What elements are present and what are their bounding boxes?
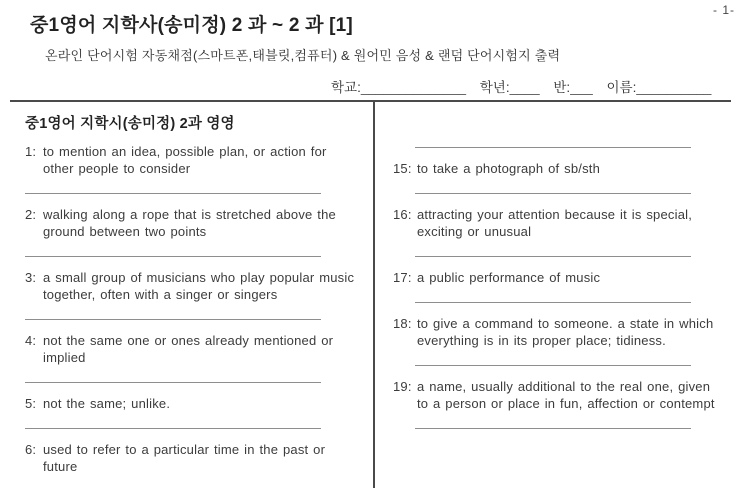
answer-blank-line bbox=[415, 428, 691, 429]
definition-item-5 bbox=[25, 395, 373, 412]
item-definition: to give a command to someone. a state in which everything is in its proper place; tidiness. bbox=[417, 316, 714, 348]
definition-item-19 bbox=[393, 378, 731, 412]
item-number: 15: bbox=[393, 161, 412, 176]
item-number: 2: bbox=[25, 207, 37, 222]
item-definition: not the same; unlike. bbox=[43, 396, 171, 411]
class-blank-field: ___ bbox=[570, 80, 593, 95]
name-blank-field: __________ bbox=[636, 80, 712, 95]
column-divider bbox=[373, 102, 375, 488]
answer-blank-line bbox=[25, 382, 321, 383]
definition-item-4 bbox=[25, 332, 373, 366]
item-definition: to mention an idea, possible plan, or action for other people to consider bbox=[43, 144, 327, 176]
definition-item-16 bbox=[393, 206, 731, 240]
item-number: 18: bbox=[393, 316, 412, 331]
item-number: 1: bbox=[25, 144, 37, 159]
definition-item-15 bbox=[393, 160, 731, 177]
quiz-column-left bbox=[10, 102, 373, 488]
item-definition: attracting your attention because it is special, exciting or unusual bbox=[417, 207, 693, 239]
answer-blank-line bbox=[25, 256, 321, 257]
definition-item-17 bbox=[393, 269, 731, 286]
item-definition: used to refer to a particular time in the past or future bbox=[43, 442, 326, 474]
item-number: 19: bbox=[393, 379, 412, 394]
definition-item-3 bbox=[25, 269, 373, 303]
item-number: 6: bbox=[25, 442, 37, 457]
school-blank-field: ______________ bbox=[360, 80, 466, 95]
grade-blank-field: ____ bbox=[509, 80, 540, 95]
section-header: 중1영어 지학시(송미정) 2과 영영 bbox=[25, 116, 235, 132]
definition-item-18 bbox=[393, 315, 731, 349]
item-definition: not the same one or ones already mentioned or implied bbox=[43, 333, 334, 365]
answer-blank-line bbox=[415, 256, 691, 257]
item-number: 16: bbox=[393, 207, 412, 222]
item-definition: a public performance of music bbox=[417, 270, 601, 285]
item-number: 17: bbox=[393, 270, 412, 285]
school-label: 학교: bbox=[331, 80, 361, 95]
quiz-column-right bbox=[373, 102, 731, 488]
item-number: 4: bbox=[25, 333, 37, 348]
definition-item-2 bbox=[25, 206, 373, 240]
document-title: 중1영어 지학사(송미정) 2 과 ~ 2 과 [1] bbox=[30, 15, 353, 36]
answer-blank-line bbox=[415, 365, 691, 366]
grade-label: 학년: bbox=[479, 80, 510, 95]
definition-item-6 bbox=[25, 441, 373, 475]
student-info-line bbox=[331, 76, 711, 96]
answer-blank-line bbox=[25, 428, 321, 429]
quiz-content-box bbox=[10, 100, 731, 488]
page-number: - 1- bbox=[713, 3, 735, 17]
item-definition: to take a photograph of sb/sth bbox=[417, 161, 601, 176]
document-subtitle: 온라인 단어시험 자동채점(스마트폰,태블릿,컴퓨터) & 원어민 음성 & 랜덤 단어시험지 출력 bbox=[45, 48, 561, 63]
item-definition: a small group of musicians who play popular music together, often with a singer or singers bbox=[43, 270, 355, 302]
answer-blank-line bbox=[415, 193, 691, 194]
item-definition: a name, usually additional to the real one, given to a person or place in fun, affection or contempt bbox=[417, 379, 715, 411]
item-number: 5: bbox=[25, 396, 37, 411]
answer-blank-line bbox=[415, 302, 691, 303]
answer-blank-line bbox=[415, 147, 691, 148]
item-number: 3: bbox=[25, 270, 37, 285]
class-label: 반: bbox=[553, 80, 571, 95]
item-definition: walking along a rope that is stretched above the ground between two points bbox=[43, 207, 336, 239]
name-label: 이름: bbox=[606, 80, 637, 95]
answer-blank-line bbox=[25, 319, 321, 320]
definition-item-1 bbox=[25, 143, 373, 177]
answer-blank-line bbox=[25, 193, 321, 194]
